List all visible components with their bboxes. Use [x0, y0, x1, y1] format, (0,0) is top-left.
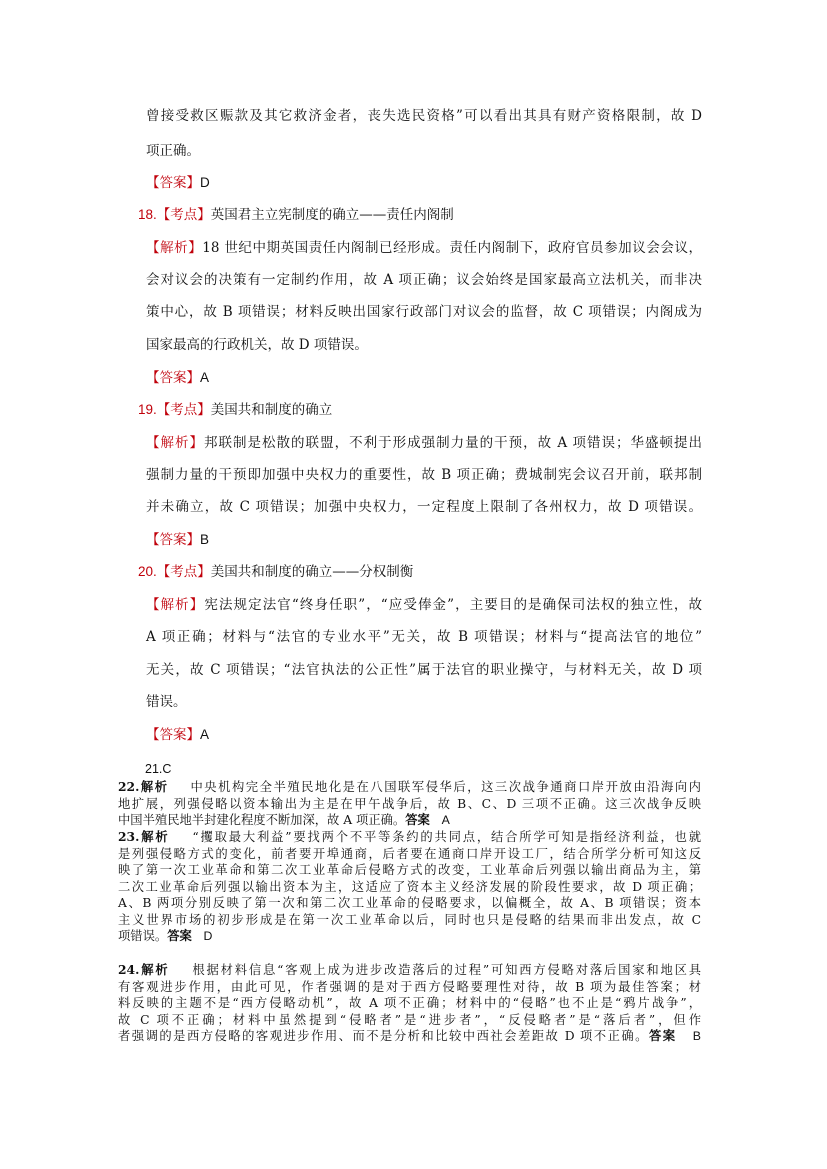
- answer-value: B: [200, 532, 210, 547]
- question-24-block: 24.解析 根据材料信息“客观上成为进步改造落后的过程”可知西方侵略对落后国家和地区具 有客观进步作用，由此可见，作者强调的是对于西方侵略要理性对待，故 B 项为最佳答案；材 料反映的主题不是“西方侵略动机”，故 A 项不正确；材料中的“侵略”也不止是“鸦片战争”， 故 C 项不正确；材料中虽然提到“侵略者”是“进步者”，“反侵略者”是“落后者”，但作 者强调的是西方侵略的客观进步作用、而不是分析和比较中西社会差距故 D 项不正确。答案 B: [118, 962, 702, 1043]
- question-number: 19.: [138, 402, 157, 417]
- question-21-answer: 21.C: [145, 762, 172, 776]
- topic-text: 美国共和制度的确立——分权制衡: [210, 564, 414, 580]
- answer-value: B: [692, 1029, 701, 1043]
- analysis-line: 【解析】宪法规定法官“终身任职”，“应受俸金”，主要目的是确保司法权的独立性，故: [146, 597, 703, 613]
- answer-value: D: [200, 175, 210, 190]
- topic-label: 【考点】: [156, 402, 211, 418]
- answer-label: 【答案】: [146, 370, 200, 386]
- answer-label: 【答案】: [146, 532, 200, 548]
- question-number: 18.: [138, 207, 157, 222]
- question-19-topic: [138, 401, 332, 419]
- answer-value: A: [200, 370, 210, 385]
- question-head: 24.解析: [118, 962, 170, 977]
- topic-label: 【考点】: [156, 564, 211, 580]
- text-line: 曾接受救区赈款及其它救济金者，丧失选民资格”可以看出其具有财产资格限制，故 D: [146, 108, 702, 124]
- question-20-topic: [138, 563, 413, 581]
- analysis-line: 强制力量的干预即加强中央权力的重要性，故 B 项正确；费城制宪会议召开前，联邦制: [146, 467, 702, 483]
- answer-value: A: [441, 813, 450, 827]
- analysis-line: 策中心，故 B 项错误；材料反映出国家行政部门对议会的监督，故 C 项错误；内阁成为: [146, 304, 702, 320]
- answer-line: [146, 369, 209, 387]
- answer-value: D: [203, 929, 213, 943]
- analysis-line: 错误。: [146, 694, 187, 710]
- question-head: 23.解析: [118, 829, 170, 844]
- analysis-line: 会对议会的决策有一定制约作用，故 A 项正确；议会始终是国家最高立法机关，而非决: [146, 272, 702, 288]
- analysis-line: 无关，故 C 项错误；“法官执法的公正性”属于法官的职业操守，与材料无关，故 D 项: [146, 662, 702, 678]
- analysis-line: 国家最高的行政机关，故 D 项错误。: [146, 337, 368, 353]
- question-22-block: 22.解析 中央机构完全半殖民地化是在八国联军侵华后，这三次战争通商口岸开放由沿海向内 地扩展，列强侵略以资本输出为主是在甲午战争后，故 B、C、D 三项不正确。这三次战争反映 中国半殖民地半封建化程度不断加深，故 A 项正确。答案 A: [118, 779, 701, 827]
- answer-line: [146, 726, 209, 744]
- text-line: 项正确。: [146, 143, 200, 159]
- answer-line: [146, 531, 209, 549]
- analysis-line: 【解析】18 世纪中期英国责任内阁制已经形成。责任内阁制下，政府官员参加议会会议，: [146, 240, 703, 256]
- topic-text: 英国君主立宪制度的确立——责任内阁制: [210, 207, 454, 223]
- analysis-line: 并未确立，故 C 项错误；加强中央权力，一定程度上限制了各州权力，故 D 项错误。: [146, 499, 702, 515]
- answer-label: 【答案】: [146, 175, 200, 191]
- topic-text: 美国共和制度的确立: [210, 402, 333, 418]
- question-head: 22.解析: [118, 779, 169, 794]
- analysis-line: 【解析】邦联制是松散的联盟，不利于形成强制力量的干预，故 A 项错误；华盛顿提出: [146, 435, 703, 451]
- answer-label: 答案: [167, 928, 192, 943]
- topic-label: 【考点】: [156, 207, 211, 223]
- answer-value: A: [200, 727, 210, 742]
- answer-label: 答案: [405, 812, 430, 827]
- analysis-label: 【解析】: [146, 240, 203, 256]
- analysis-line: A 项正确；材料与“法官的专业水平”无关，故 B 项错误；材料与“提高法官的地位”: [146, 629, 702, 645]
- question-number: 20.: [138, 564, 157, 579]
- question-18-topic: [138, 206, 454, 224]
- analysis-label: 【解析】: [146, 597, 205, 613]
- answer-line: [146, 174, 210, 192]
- answer-label: 答案: [648, 1028, 677, 1043]
- answer-label: 【答案】: [146, 727, 200, 743]
- question-23-block: 23.解析 “攫取最大利益”要找两个不平等条约的共同点，结合所学可知是指经济利益，也就 是列强侵略方式的变化，前者要开埠通商，后者要在通商口岸开设工厂，结合所学分析可知这反 映了第一次工业革命和第二次工业革命后侵略方式的改变，工业革命后列强以输出商品为主，第 二次工业革命后列强以输出资本为主，这适应了资本主义经济发展的阶段性要求，故 D 项正确； A、B 两项分别反映了第一次和第二次工业革命的侵略要求，以偏概全，故 A、B 项错误；资本 主义世界市场的初步形成是在第一次工业革命以后，同时也只是侵略的结果而非出发点，故 C 项错误。答案 D: [118, 829, 702, 943]
- analysis-label: 【解析】: [146, 435, 205, 451]
